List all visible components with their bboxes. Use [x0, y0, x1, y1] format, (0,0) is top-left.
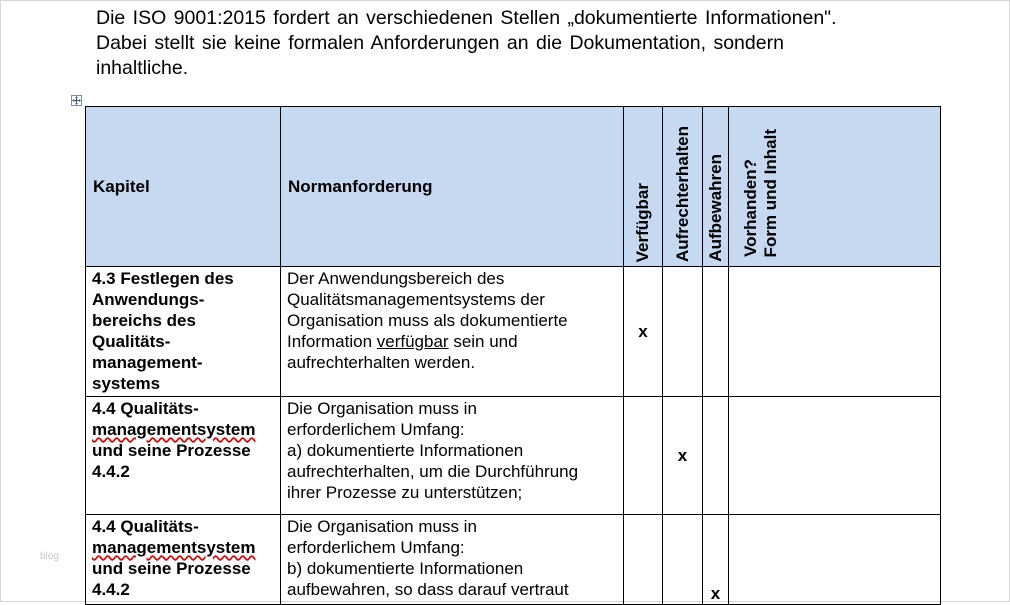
chapter-line: Qualitäts- [92, 332, 171, 351]
requirement-emphasis: verfügbar [376, 332, 449, 351]
mark-aufrechterhalten: x [663, 397, 703, 515]
table-header-row [86, 107, 941, 267]
chapter-cell [86, 515, 281, 605]
header-verfuegbar [624, 107, 663, 267]
header-normanforderung: Normanforderung [281, 107, 624, 267]
vorhanden-cell [729, 515, 941, 605]
mark-aufbewahren [703, 397, 729, 515]
header-aufrechterhalten-label: Aufrechterhalten [672, 125, 692, 262]
header-aufbewahren [703, 107, 729, 267]
table-move-handle-icon[interactable] [71, 95, 82, 106]
intro-line: inhaltliche. [96, 57, 189, 79]
mark-aufbewahren: x [703, 515, 729, 605]
watermark-text: blog [40, 551, 59, 562]
chapter-line: 4.4 Qualitäts- [92, 517, 199, 536]
table-row [86, 515, 941, 605]
mark-aufbewahren [703, 267, 729, 397]
mark-verfuegbar [624, 515, 663, 605]
chapter-cell [86, 267, 281, 397]
chapter-line: systems [92, 374, 161, 393]
intro-line: Die ISO 9001:2015 fordert an verschiedenen Stellen „dokumentierte Informationen". [96, 7, 837, 29]
chapter-sub: 4.4.2 [92, 580, 130, 599]
header-vorhanden-line1: Vorhanden? [741, 159, 760, 257]
chapter-line: managementsystem [92, 538, 256, 557]
intro-paragraph [96, 6, 936, 81]
header-kapitel: Kapitel [86, 107, 281, 267]
requirement-cell: Die Organisation muss in erforderlichem Umfang: b) dokumentierte Informationen aufbewahren, so dass darauf vertraut [281, 515, 624, 605]
requirement-cell: Die Organisation muss in erforderlichem Umfang: a) dokumentierte Informationen aufrechterhalten, um die Durchführung ihrer Prozesse zu unterstützen; [281, 397, 624, 515]
requirement-cell [281, 267, 624, 397]
chapter-line: management- [92, 353, 203, 372]
table-row [86, 267, 941, 397]
chapter-line: Anwendungs- [92, 290, 205, 309]
vorhanden-cell [729, 397, 941, 515]
chapter-line: und seine Prozesse [92, 559, 251, 578]
requirements-table [85, 106, 941, 605]
table-row [86, 397, 941, 515]
chapter-sub: 4.4.2 [92, 462, 130, 481]
requirement-text: sein und aufrechterhalten werden. [287, 332, 518, 372]
mark-verfuegbar: x [624, 267, 663, 397]
header-vorhanden-line2: Form und Inhalt [761, 128, 780, 257]
header-aufrechterhalten [663, 107, 703, 267]
intro-line: Dabei stellt sie keine formalen Anforderungen an die Dokumentation, sondern [96, 32, 784, 54]
vorhanden-cell [729, 267, 941, 397]
chapter-line: 4.3 Festlegen des [92, 269, 234, 288]
header-vorhanden [729, 107, 941, 267]
mark-aufrechterhalten [663, 267, 703, 397]
chapter-cell [86, 397, 281, 515]
chapter-line: 4.4 Qualitäts- [92, 399, 199, 418]
header-verfuegbar-label: Verfügbar [633, 182, 652, 262]
chapter-line: bereichs des [92, 311, 196, 330]
mark-aufrechterhalten [663, 515, 703, 605]
mark-verfuegbar [624, 397, 663, 515]
chapter-line: managementsystem [92, 420, 256, 439]
header-aufbewahren-label: Aufbewahren [705, 154, 725, 262]
chapter-line: und seine Prozesse [92, 441, 251, 460]
requirement-text: Der Anwendungsbereich des Qualitätsmanagementsystems der Organisation muss als dokumentierte Information [287, 269, 568, 351]
